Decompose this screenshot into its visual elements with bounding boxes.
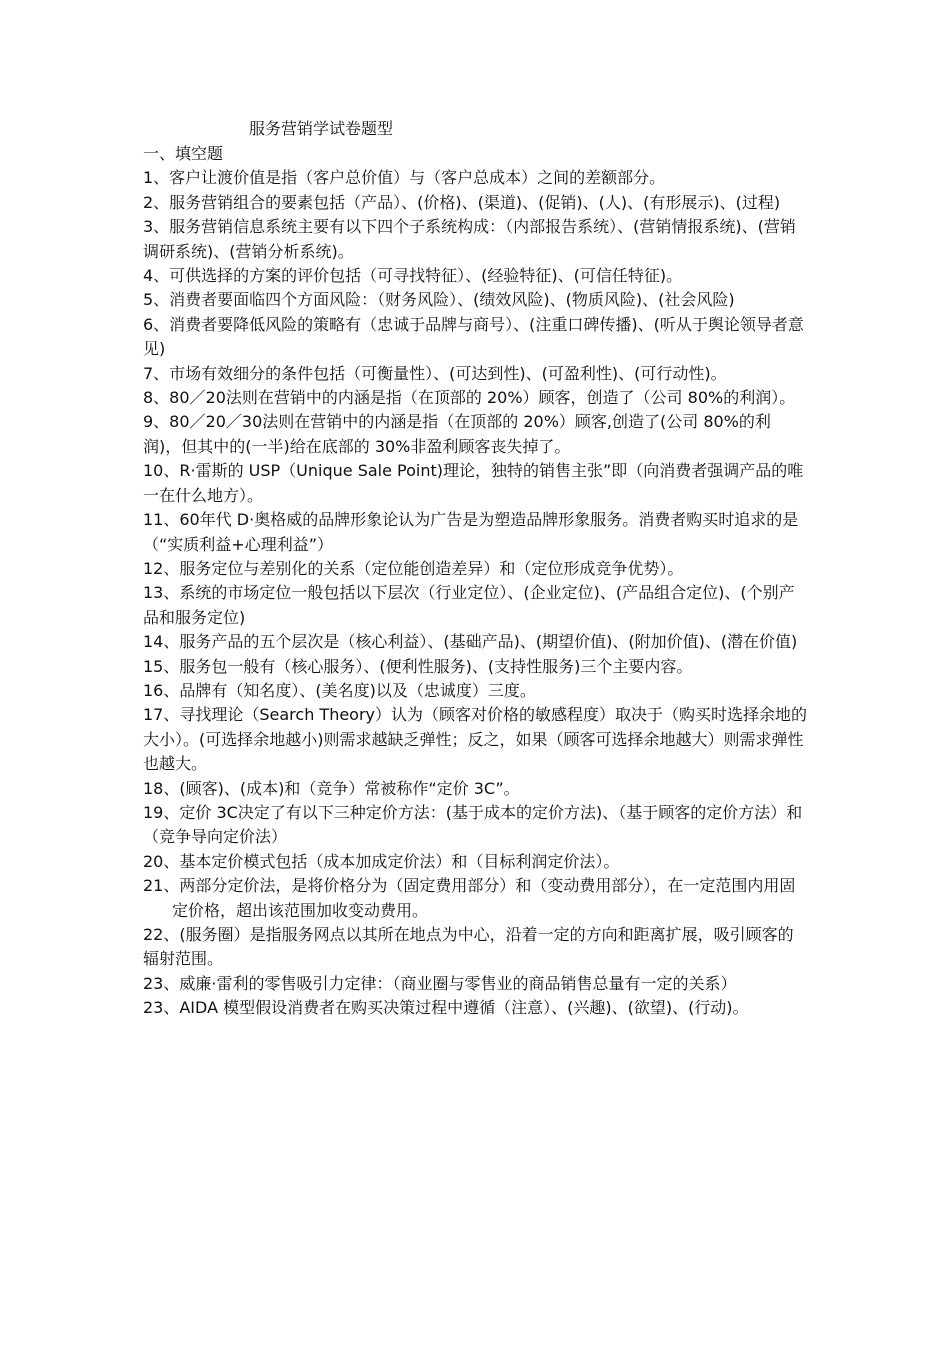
question-item: 13、系统的市场定位一般包括以下层次（行业定位）、(企业定位)、(产品组合定位)、(个别产品和服务定位) [143, 583, 795, 627]
question-item: 6、消费者要降低风险的策略有（忠诚于品牌与商号）、(注重口碑传播)、(听从于舆论领导者意见) [143, 314, 804, 359]
question-item: 4、可供选择的方案的评价包括（可寻找特征）、(经验特征)、(可信任特征)。 [143, 266, 683, 286]
question-item: 23、AIDA 模型假设消费者在购买决策过程中遵循（注意）、(兴趣)、(欲望)、(行动)。 [143, 998, 749, 1018]
section-heading: 一、填空题 [143, 144, 224, 163]
question-item: 11、60年代 D·奥格威的品牌形象论认为广告是为塑造品牌形象服务。消费者购买时追求的是（“实质利益+心理利益”） [143, 510, 799, 554]
question-item: 18、(顾客)、(成本)和（竞争）常被称作“定价 3C”。 [143, 778, 520, 798]
question-item: 8、80／20法则在营销中的内涵是指（在顶部的 20%）顾客，创造了（公司 80%的利润）。 [143, 388, 796, 408]
question-item: 3、服务营销信息系统主要有以下四个子系统构成：（内部报告系统）、(营销情报系统)、(营销调研系统)、(营销分析系统)。 [143, 217, 796, 261]
document-title: 服务营销学试卷题型 [249, 119, 394, 138]
question-item: 14、服务产品的五个层次是（核心利益）、(基础产品)、(期望价值)、(附加价值)、(潜在价值) [143, 632, 798, 652]
question-item: 1、客户让渡价值是指（客户总价值）与（客户总成本）之间的差额部分。 [143, 168, 666, 188]
question-item: 9、80／20／30法则在营销中的内涵是指（在顶部的 20%）顾客,创造了(公司 80%的利润)，但其中的(一半)给在底部的 30%非盈利顾客丧失掉了。 [143, 412, 771, 456]
question-item: 7、市场有效细分的条件包括（可衡量性）、(可达到性)、(可盈利性)、(可行动性)。 [143, 363, 727, 383]
question-item: 2、服务营销组合的要素包括（产品）、(价格)、(渠道)、(促销)、(人)、(有形展示)、(过程) [143, 192, 781, 212]
question-item: 15、服务包一般有（核心服务）、(便利性服务)、(支持性服务)三个主要内容。 [143, 656, 693, 676]
question-item: 12、服务定位与差别化的关系（定位能创造差异）和（定位形成竞争优势）。 [143, 558, 684, 578]
question-item: 20、基本定价模式包括（成本加成定价法）和（目标利润定价法）。 [143, 851, 620, 871]
question-item: 23、威廉·雷利的零售吸引力定律：（商业圈与零售业的商品销售总量有一定的关系） [143, 973, 737, 993]
question-item: 17、寻找理论（Search Theory）认为（顾客对价格的敏感程度）取决于（购买时选择余地的大小）。(可选择余地越小)则需求越缺乏弹性；反之，如果（顾客可选择余地越大）则需求弹性也越大。 [143, 705, 808, 774]
document-body [143, 142, 808, 1021]
question-item: 22、(服务圈）是指服务网点以其所在地点为中心，沿着一定的方向和距离扩展，吸引顾客的辐射范围。 [143, 925, 794, 969]
question-item: 5、消费者要面临四个方面风险：（财务风险）、(绩效风险)、(物质风险)、(社会风险) [143, 290, 735, 310]
question-item: 21、两部分定价法，是将价格分为（固定费用部分）和（变动费用部分），在一定范围内用固定价格，超出该范围加收变动费用。 [143, 876, 796, 920]
question-item: 10、R·雷斯的 USP（Unique Sale Point)理论，独特的销售主张”即（向消费者强调产品的唯一在什么地方）。 [143, 461, 804, 505]
question-item: 16、品牌有（知名度）、(美名度)以及（忠诚度）三度。 [143, 680, 536, 700]
question-item: 19、定价 3C决定了有以下三种定价方法：(基于成本的定价方法)、（基于顾客的定价方法）和（竞争导向定价法） [143, 802, 803, 847]
